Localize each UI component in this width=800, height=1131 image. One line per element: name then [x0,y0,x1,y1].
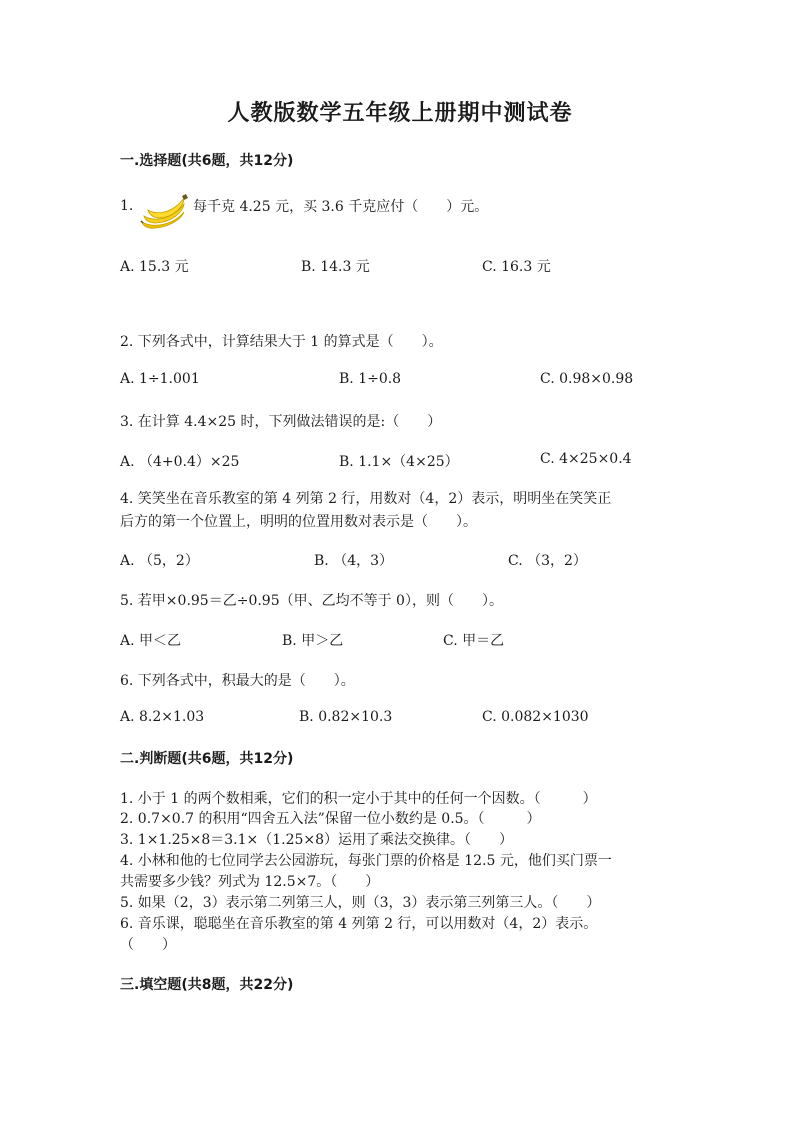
question-2-option-a[interactable]: A. 1÷1.001 [120,371,200,387]
question-5-option-b[interactable]: B. 甲＞乙 [282,633,344,649]
question-6-option-b[interactable]: B. 0.82×10.3 [299,709,393,725]
question-4-text-line-1: 4. 笑笑坐在音乐教室的第 4 列第 2 行，用数对（4，2）表示，明明坐在笑笑正 [120,491,612,507]
judge-item: 共需要多少钱？列式为 12.5×7。（ ） [120,874,380,890]
question-4-option-a[interactable]: A. （5，2） [120,553,199,569]
section-heading-choice: 一.选择题(共6题，共12分) [120,153,294,169]
question-2-text: 2. 下列各式中，计算结果大于 1 的算式是（ ）。 [120,334,443,350]
question-6-option-c[interactable]: C. 0.082×1030 [482,709,589,725]
question-3-option-c[interactable]: C. 4×25×0.4 [540,451,632,467]
question-2-option-b[interactable]: B. 1÷0.8 [339,371,402,387]
question-5-text: 5. 若甲×0.95＝乙÷0.95（甲、乙均不等于 0），则（ ）。 [120,593,503,609]
judge-item: 1. 小于 1 的两个数相乘，它们的积一定小于其中的任何一个因数。（ ） [120,791,597,807]
question-5-option-c[interactable]: C. 甲＝乙 [443,633,505,649]
question-6-text: 6. 下列各式中，积最大的是（ ）。 [120,673,355,689]
question-4-option-c[interactable]: C. （3，2） [508,553,587,569]
judge-item: （ ） [120,937,176,953]
question-1-option-a[interactable]: A. 15.3 元 [120,259,189,275]
judge-item: 6. 音乐课，聪聪坐在音乐教室的第 4 列第 2 行，可以用数对（4，2）表示。 [120,916,598,932]
section-heading-judge: 二.判断题(共6题，共12分) [120,751,294,767]
question-3-option-a[interactable]: A. （4+0.4）×25 [120,454,240,470]
judge-item: 4. 小林和他的七位同学去公园游玩，每张门票的价格是 12.5 元，他们买门票一 [120,853,612,869]
banana-bunch-icon [138,192,190,230]
judge-item: 5. 如果（2，3）表示第二列第三人，则（3，3）表示第三列第三人。（ ） [120,895,601,911]
question-5-option-a[interactable]: A. 甲＜乙 [120,633,182,649]
question-1-option-b[interactable]: B. 14.3 元 [301,259,370,275]
question-2-option-c[interactable]: C. 0.98×0.98 [540,371,634,387]
question-number: 1. [120,198,134,214]
question-6-option-a[interactable]: A. 8.2×1.03 [120,709,205,725]
section-heading-fill: 三.填空题(共8题，共22分) [120,977,294,993]
question-3-text: 3. 在计算 4.4×25 时，下列做法错误的是:（ ） [120,414,442,430]
question-1-option-c[interactable]: C. 16.3 元 [482,259,551,275]
page-title: 人教版数学五年级上册期中测试卷 [227,101,573,126]
judge-item: 2. 0.7×0.7 的积用“四舍五入法”保留一位小数约是 0.5。（ ） [120,811,541,827]
question-1-text: 每千克 4.25 元，买 3.6 千克应付（ ）元。 [193,199,489,215]
question-4-option-b[interactable]: B. （4，3） [314,553,394,569]
question-3-option-b[interactable]: B. 1.1×（4×25） [339,454,459,470]
question-4-text-line-2: 后方的第一个位置上，明明的位置用数对表示是（ ）。 [120,514,477,530]
judge-item: 3. 1×1.25×8＝3.1×（1.25×8）运用了乘法交换律。（ ） [120,832,514,848]
